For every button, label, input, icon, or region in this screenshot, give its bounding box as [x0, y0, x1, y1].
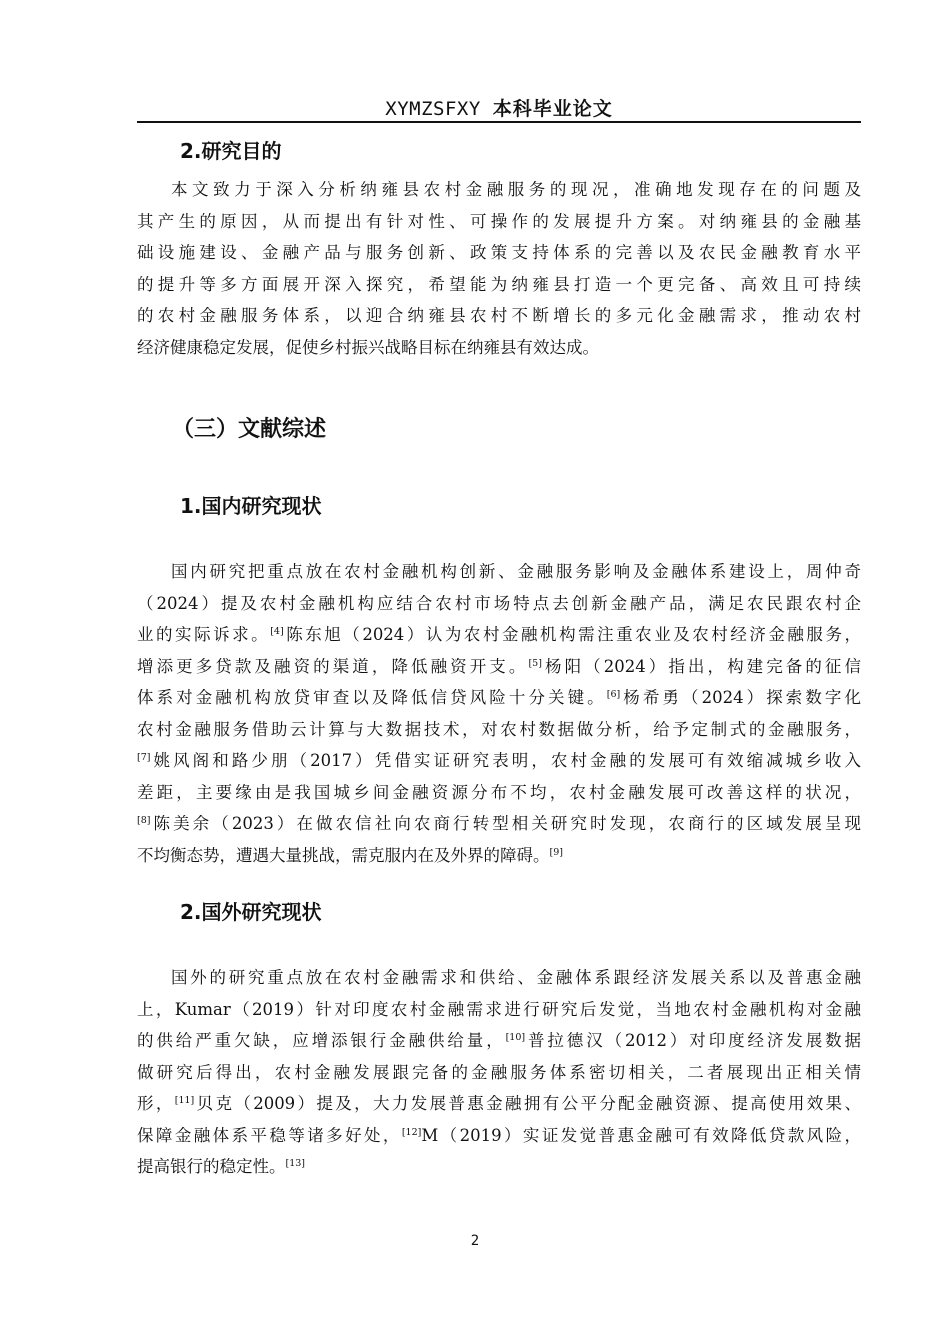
paragraph-line: [7]姚风阁和路少朋（2017）凭借实证研究表明，农村金融的发展可有效缩减城乡收入 — [137, 751, 861, 770]
paragraph-line: 差距，主要缘由是我国城乡间金融资源分布不均，农村金融发展可改善这样的状况， — [137, 782, 861, 802]
section-heading-domestic: 1.国内研究现状 — [180, 494, 322, 518]
paragraph-line: 经济健康稳定发展，促使乡村振兴战略目标在纳雍县有效达成。 — [137, 337, 599, 357]
header-latin: XYMZSFXY — [385, 98, 481, 120]
paragraph-line: 增添更多贷款及融资的渠道，降低融资开支。[5]杨阳（2024）指出，构建完备的征信 — [137, 656, 861, 676]
paragraph-line: 础设施建设、金融产品与服务创新、政策支持体系的完善以及农民金融教育水平 — [137, 243, 861, 262]
page-number: 2 — [470, 1233, 480, 1249]
section-heading-goal: 2.研究目的 — [180, 139, 282, 163]
paragraph-line: 保障金融体系平稳等诸多好处，[12]M（2019）实证发觉普惠金融可有效降低贷款风险， — [137, 1125, 862, 1145]
paragraph-line: 形，[11]贝克（2009）提及，大力发展普惠金融拥有公平分配金融资源、提高使用效果、 — [137, 1094, 862, 1113]
paragraph-line: 本文致力于深入分析纳雍县农村金融服务的现况，准确地发现存在的问题及 — [171, 180, 861, 199]
paragraph-line: 提高银行的稳定性。[13] — [137, 1157, 306, 1176]
paragraph-line: 不均衡态势，遭遇大量挑战，需克服内在及外界的障碍。[9] — [137, 845, 563, 865]
header-rule — [137, 121, 861, 123]
citation-ref: [7] — [137, 752, 151, 763]
paragraph-line: 业的实际诉求。[4]陈东旭（2024）认为农村金融机构需注重农业及农村经济金融服务， — [137, 625, 861, 644]
citation-ref: [6] — [606, 689, 621, 700]
citation-ref: [12] — [401, 1126, 422, 1138]
section-heading-foreign: 2.国外研究现状 — [180, 900, 322, 924]
paragraph-line: 的提升等多方面展开深入探究，希望能为纳雍县打造一个更完备、高效且可持续 — [137, 274, 861, 294]
section-heading-literature: （三）文献综述 — [172, 417, 327, 442]
paragraph-line: 国外的研究重点放在农村金融需求和供给、金融体系跟经济发展关系以及普惠金融 — [171, 968, 861, 987]
citation-ref: [8] — [137, 815, 151, 826]
paragraph-line: [8]陈美余（2023）在做农信社向农商行转型相关研究时发现，农商行的区域发展呈现 — [137, 814, 861, 833]
citation-ref: [9] — [549, 846, 563, 858]
citation-ref: [10] — [505, 1032, 526, 1043]
citation-ref: [5] — [528, 657, 542, 669]
paragraph-line: 体系对金融机构放贷审查以及降低信贷风险十分关键。[6]杨希勇（2024）探索数字化 — [137, 688, 862, 707]
paragraph-line: 上，Kumar（2019）针对印度农村金融需求进行研究后发觉，当地农村金融机构对金融 — [137, 999, 861, 1019]
paragraph-line: 国内研究把重点放在农村金融机构创新、金融服务影响及金融体系建设上，周仲奇 — [171, 562, 861, 581]
paragraph-research-goal — [137, 174, 861, 363]
citation-ref: [13] — [285, 1158, 306, 1169]
paragraph-line: 其产生的原因，从而提出有针对性、可操作的发展提升方案。对纳雍县的金融基 — [137, 211, 861, 231]
citation-ref: [4] — [270, 626, 284, 637]
paragraph-line: 农村金融服务借助云计算与大数据技术，对农村数据做分析，给予定制式的金融服务， — [137, 719, 861, 739]
citation-ref: [11] — [174, 1095, 195, 1106]
header-chinese: 本科毕业论文 — [492, 98, 613, 120]
paragraph-line: 做研究后得出，农村金融发展跟完备的金融服务体系密切相关，二者展现出正相关情 — [137, 1062, 861, 1082]
paragraph-line: （2024）提及农村金融机构应结合农村市场特点去创新金融产品，满足农民跟农村企 — [137, 593, 861, 613]
running-header — [137, 94, 861, 121]
paragraph-domestic-research — [137, 556, 861, 871]
paragraph-foreign-research — [137, 962, 861, 1183]
paragraph-line: 的供给严重欠缺，应增添银行金融供给量，[10]普拉德汉（2012）对印度经济发展数据 — [137, 1031, 861, 1050]
paragraph-line: 的农村金融服务体系，以迎合纳雍县农村不断增长的多元化金融需求，推动农村 — [137, 306, 861, 325]
